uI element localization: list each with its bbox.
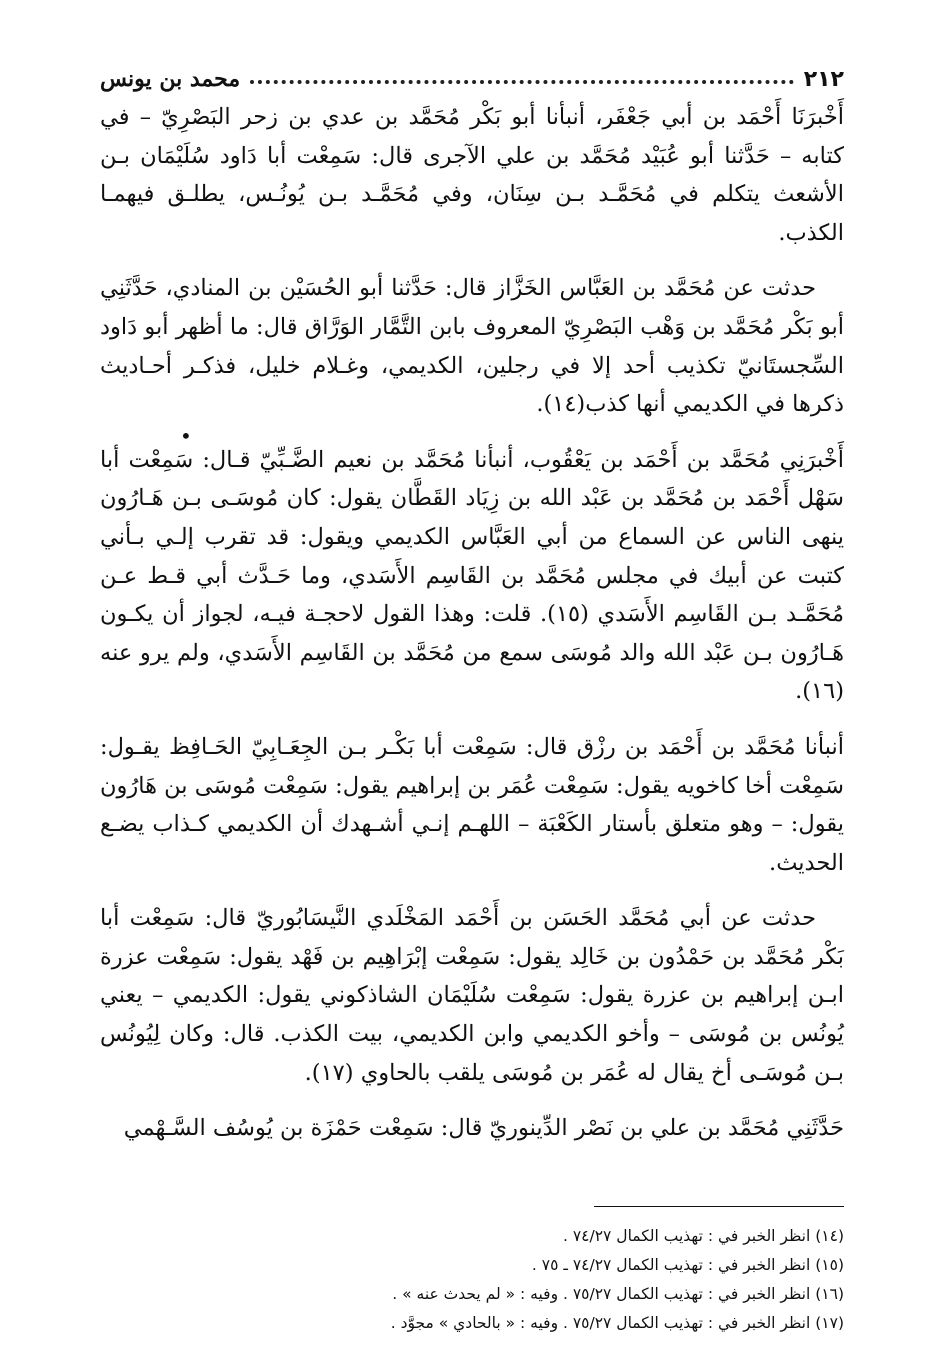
running-head bbox=[100, 58, 844, 92]
footnotes bbox=[100, 1222, 844, 1338]
page-number: ٢١٢ bbox=[803, 67, 844, 92]
margin-mark: • bbox=[180, 424, 192, 448]
paragraph-6: حَدَّثَنِي مُحَمَّد بن علي بن نَصْر الدِّينوريّ قال: سَمِعْت حَمْزَة بن يُوسُف السَّـهْمي bbox=[123, 1115, 844, 1142]
footnote-17: (١٧) انظر الخبر في : تهذيب الكمال ٧٥/٢٧ . وفيه : « بالحادي » مجوَّد . bbox=[390, 1314, 844, 1332]
paragraph-3: أَخْبرَنِي مُحَمَّد بن أَحْمَد بن يَعْقُوب، أنبأنا مُحَمَّد بن نعيم الضَّـبِّيّ قـال: سَمِعْت أبا سَهْل أَحْمَد بن مُحَمَّد بن عَبْد الله بن زِيَاد القَطَّان يقول: كان مُوسَـى بـن هَـارُون ينهى الناس عن السماع من أبي العَبَّاس الكديمي ويقول: قد تقرب إلـي بـأني كتبت عن أبيك في مجلس مُحَمَّد بن القَاسِم الأَسَدي، وما حَـدَّث أبي قـط عـن مُحَمَّـد بـن القَاسِم الأَسَدي (١٥). قلت: وهذا القول لاحجـة فيـه، لجواز أن يكـون هَـارُون بـن عَبْد الله والد مُوسَى سمع من مُحَمَّد بن القَاسِم الأَسَدي، ولم يرو عنه (١٦). bbox=[100, 446, 844, 705]
paragraph-5: حدثت عن أبي مُحَمَّد الحَسَن بن أَحْمَد المَخْلَدي النَّيسَابُوريّ قال: سَمِعْت أبا بَكْر مُحَمَّد بن حَمْدُون بن خَالِد يقول: سَمِعْت إبْرَاهِيم بن فَهْد يقول: سَمِعْت عزرة ابـن إبراهيم بن عزرة يقول: سَمِعْت سُلَيْمَان الشاذكوني يقول: الكديمي – يعني يُونُس بن مُوسَى – وأخو الكديمي وابن الكديمي، بيت الكذب. قال: وكان لِيُونُس بـن مُوسَـى أخ يقال له عُمَر بن مُوسَى يلقب بالحاوي (١٧). bbox=[100, 905, 844, 1086]
leader-dots bbox=[250, 78, 794, 84]
footnote-15: (١٥) انظر الخبر في : تهذيب الكمال ٧٤/٢٧ ـ ٧٥ . bbox=[531, 1256, 844, 1274]
footnote-divider bbox=[594, 1206, 844, 1207]
paragraph-4: أنبأنا مُحَمَّد بن أَحْمَد بن رزْق قال: سَمِعْت أبا بَكْـر بـن الجِعَـابِيّ الحَـافِظ يقـول: سَمِعْت أخا كاخويه يقول: سَمِعْت عُمَر بن إبراهيم يقول: سَمِعْت مُوسَى بن هَارُون يقول: – وهو متعلق بأستار الكَعْبَة – اللهـم إنـي أشـهدك أن الكديمي كـذاب يضـع الحديث. bbox=[100, 733, 844, 876]
footnote-16: (١٦) انظر الخبر في : تهذيب الكمال ٧٥/٢٧ . وفيه : « لم يحدث عنه » . bbox=[392, 1285, 844, 1303]
footnote-14: (١٤) انظر الخبر في : تهذيب الكمال ٧٤/٢٧ . bbox=[562, 1227, 844, 1245]
paragraph-1: أَخْبرَنَا أَحْمَد بن أبي جَعْفَر، أنبأنا أبو بَكْر مُحَمَّد بن عدي بن زحر البَصْرِيّ – في كتابه – حَدَّثنا أبو عُبَيْد مُحَمَّد بن علي الآجرى قال: سَمِعْت أبا دَاود سُلَيْمَان بـن الأشعث يتكلم في مُحَمَّـد بـن سِنَان، وفي مُحَمَّـد بـن يُونُـس، يطلـق فيهمـا الكذب. bbox=[100, 104, 844, 246]
body-text bbox=[100, 98, 844, 1165]
paragraph-2: حدثت عن مُحَمَّد بن العَبَّاس الخَزَّاز قال: حَدَّثنا أبو الحُسَيْن بن المنادي، حَدَّثَنِي أبو بَكْر مُحَمَّد بن وَهْب البَصْرِيّ المعروف بابن التَّمَّار الوَرَّاق قال: ما أظهر أبو دَاود السِّجستَانيّ تكذيب أحد إلا في رجلين، الكديمي، وغـلام خليل، فذكـر أحـاديث ذكرها في الكديمي أنها كذب(١٤). bbox=[100, 275, 844, 418]
running-head-title: محمد بن يونس bbox=[100, 66, 241, 92]
